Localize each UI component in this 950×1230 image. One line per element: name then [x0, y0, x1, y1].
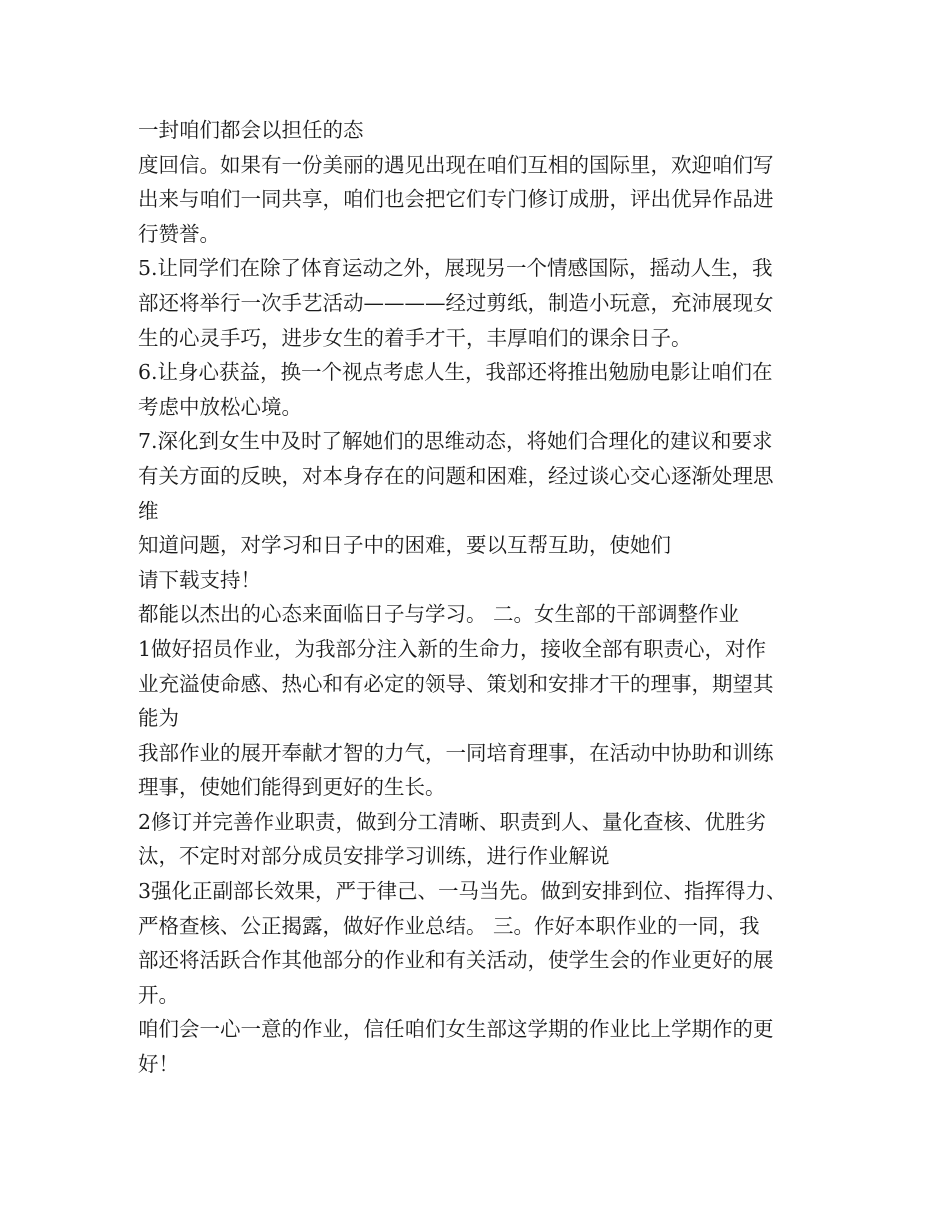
text-line: 2修订并完善作业职责，做到分工清晰、职责到人、量化查核、优胜劣 — [138, 809, 767, 834]
text-line: 出来与咱们一同共享，咱们也会把它们专门修订成册，评出优异作品进 — [138, 187, 774, 212]
text-line: 知道问题，对学习和日子中的困难，要以互帮互助，使她们 — [138, 533, 671, 558]
text-line: 部还将活跃合作其他部分的作业和有关活动，使学生会的作业更好的展 — [138, 948, 774, 973]
text-line: 度回信。如果有一份美丽的遇见出现在咱们互相的国际里，欢迎咱们写 — [138, 152, 774, 177]
text-line: 能为 — [138, 706, 179, 731]
text-line: 好！ — [138, 1052, 179, 1077]
text-line: 理事，使她们能得到更好的生长。 — [138, 775, 446, 800]
text-line: 有关方面的反映，对本身存在的问题和困难，经过谈心交心逐渐处理思 — [138, 463, 774, 488]
text-line: 生的心灵手巧，进步女生的着手才干，丰厚咱们的课余日子。 — [138, 325, 692, 350]
text-line: 部还将举行一次手艺活动————经过剪纸，制造小玩意，充沛展现女 — [138, 290, 774, 315]
text-line: 5.让同学们在除了体育运动之外，展现另一个情感国际，摇动人生，我 — [138, 256, 773, 281]
text-line: 业充溢使命感、热心和有必定的领导、策划和安排才干的理事，期望其 — [138, 671, 774, 696]
text-line: 开。 — [138, 982, 179, 1007]
text-line: 7.深化到女生中及时了解她们的思维动态，将她们合理化的建议和要求 — [138, 429, 773, 454]
document-body — [138, 113, 838, 1082]
text-line: 咱们会一心一意的作业，信任咱们女生部这学期的作业比上学期作的更 — [138, 1017, 774, 1042]
text-line: 考虑中放松心境。 — [138, 394, 302, 419]
text-line: 都能以杰出的心态来面临日子与学习。 二。女生部的干部调整作业 — [138, 602, 740, 627]
text-line: 1做好招员作业，为我部分注入新的生命力，接收全部有职责心，对作 — [138, 636, 767, 661]
text-line: 严格查核、公正揭露，做好作业总结。 三。作好本职作业的一同，我 — [138, 913, 760, 938]
text-line: 一封咱们都会以担任的态 — [138, 118, 364, 142]
text-line: 3强化正副部长效果，严于律己、一马当先。做到安排到位、指挥得力、 — [138, 879, 787, 904]
text-line: 汰，不定时对部分成员安排学习训练，进行作业解说 — [138, 844, 610, 869]
text-line: 我部作业的展开奉献才智的力气，一同培育理事，在活动中协助和训练 — [138, 740, 774, 765]
download-prompt: 请下载支持！ — [138, 567, 261, 592]
text-line: 维 — [138, 498, 159, 523]
text-line: 6.让身心获益，换一个视点考虑人生，我部还将推出勉励电影让咱们在 — [138, 360, 773, 385]
text-line: 行赞誉。 — [138, 221, 220, 246]
